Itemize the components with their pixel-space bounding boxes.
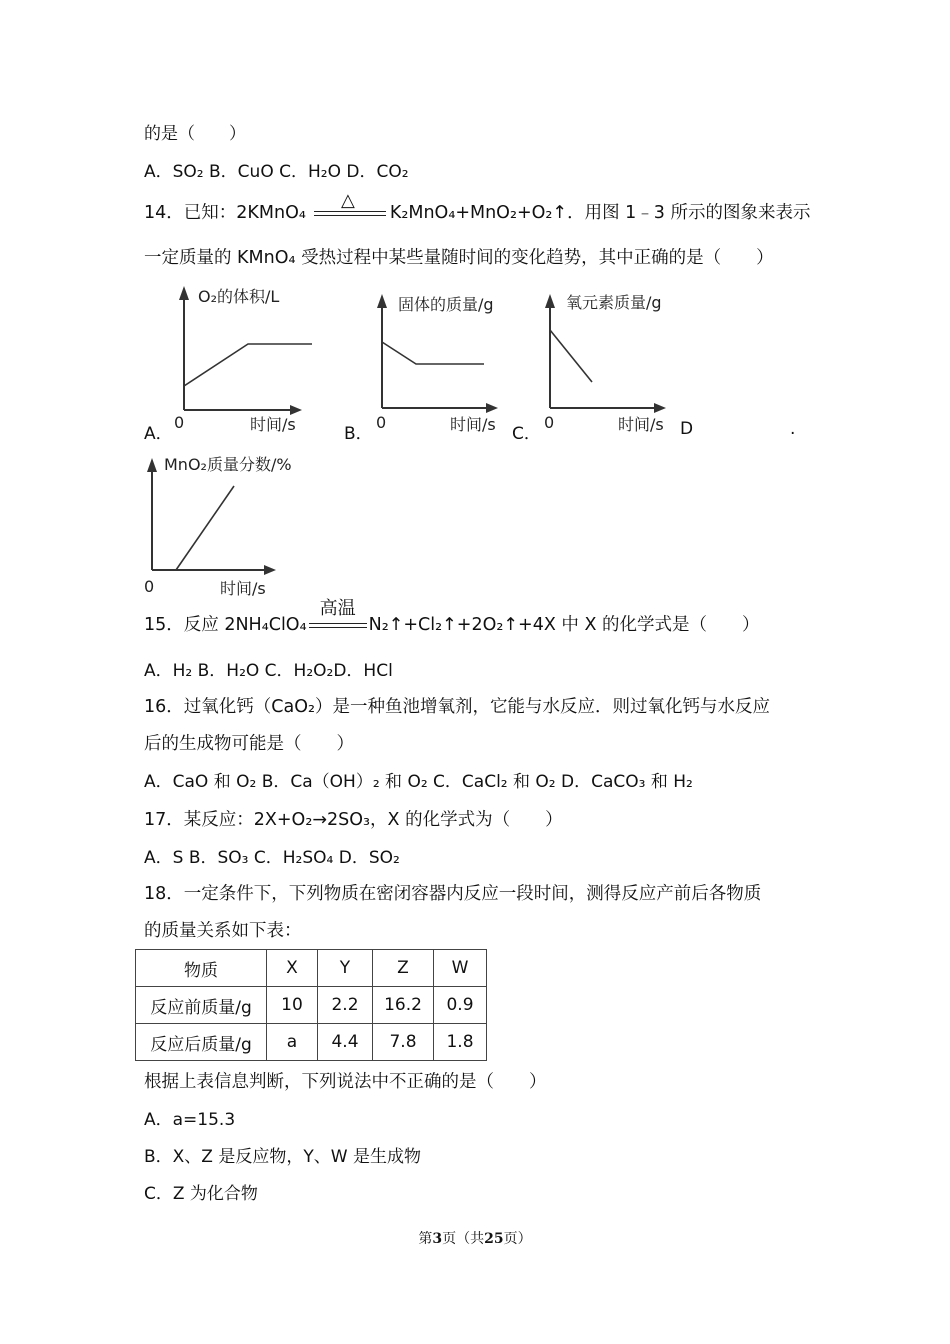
graph-c-xlabel: 时间/s	[618, 415, 664, 434]
graph-b	[344, 282, 524, 442]
footer-post: 页）	[503, 1231, 532, 1247]
table-header-cell: Z	[373, 950, 434, 987]
graph-b-letter: B．	[344, 424, 373, 444]
q18-line2: 的质量关系如下表：	[144, 921, 302, 941]
table-cell: 10	[267, 987, 318, 1024]
table-header-row	[136, 950, 487, 987]
graph-d-xlabel: 时间/s	[220, 579, 266, 598]
q16-options: A．CaO 和 O₂ B．Ca（OH）₂ 和 O₂ C．CaCl₂ 和 O₂ D．CaCO₃ 和 H₂	[144, 772, 693, 792]
q18-question: 根据上表信息判断，下列说法中不正确的是（ ）	[144, 1072, 547, 1092]
q15-suffix: N₂↑+Cl₂↑+2O₂↑+4X 中 X 的化学式是（ ）	[368, 615, 760, 635]
table-row	[136, 1024, 487, 1061]
mass-table	[135, 949, 487, 1061]
q16-line2: 后的生成物可能是（ ）	[144, 734, 354, 754]
table-cell: 反应前质量/g	[136, 987, 267, 1024]
table-cell: 16.2	[373, 987, 434, 1024]
q15-options: A．H₂ B．H₂O C．H₂O₂D．HCl	[144, 661, 393, 681]
q15-condition: 高温	[319, 598, 356, 619]
table-header-cell: 物质	[136, 950, 267, 987]
q15-line1	[144, 598, 760, 637]
table-cell: 4.4	[318, 1024, 373, 1061]
q14-condition: △	[340, 190, 355, 211]
graph-b-xlabel: 时间/s	[450, 415, 496, 434]
graph-c-letter: C．	[512, 424, 541, 444]
table-row	[136, 987, 487, 1024]
q14-prefix: 14．已知：2KMnO₄	[144, 203, 306, 223]
graph-b-svg	[344, 282, 524, 442]
graph-a-letter: A．	[144, 424, 173, 444]
graph-d-ylabel: MnO₂质量分数/%	[164, 455, 292, 474]
graph-c-svg	[512, 282, 692, 442]
graph-a-origin: 0	[174, 413, 185, 432]
q18-line1: 18．一定条件下，下列物质在密闭容器内反应一段时间，测得反应产前后各物质	[144, 884, 762, 904]
q15-prefix: 15．反应 2NH₄ClO₄	[144, 615, 307, 635]
q14-products: K₂MnO₄+MnO₂+O₂↑．用图 1﹣3 所示的图象来表示	[389, 203, 811, 223]
q14-reaction-arrow	[306, 190, 390, 223]
graph-a-svg	[144, 282, 324, 442]
table-header-cell: X	[267, 950, 318, 987]
graph-d-origin: 0	[144, 577, 155, 596]
table-cell: 7.8	[373, 1024, 434, 1061]
q18-option-b: B．X、Z 是反应物，Y、W 是生成物	[144, 1147, 421, 1167]
table-cell: 2.2	[318, 987, 373, 1024]
graph-a-ylabel: O₂的体积/L	[198, 287, 280, 306]
footer-pre: 第	[418, 1231, 433, 1247]
q17-line1: 17．某反应：2X+O₂→2SO₃，X 的化学式为（ ）	[144, 810, 563, 830]
q17-options: A．S B．SO₃ C．H₂SO₄ D．SO₂	[144, 848, 400, 868]
q14-line2: 一定质量的 KMnO₄ 受热过程中某些量随时间的变化趋势，其中正确的是（ ）	[144, 248, 774, 268]
graph-b-curve	[382, 342, 484, 364]
q18-option-c: C．Z 为化合物	[144, 1184, 258, 1204]
graph-b-origin: 0	[376, 413, 387, 432]
graph-c-origin: 0	[544, 413, 555, 432]
graph-d-svg	[136, 448, 316, 598]
graph-a	[144, 282, 324, 442]
q14-line1	[144, 190, 811, 225]
footer-total-pages: 25	[484, 1231, 504, 1247]
table-cell: a	[267, 1024, 318, 1061]
graph-a-curve	[184, 344, 312, 386]
graph-d-curve	[176, 486, 234, 570]
graph-c-curve	[550, 330, 592, 382]
footer-mid: 页（共	[442, 1231, 485, 1247]
q15-reaction-arrow	[307, 598, 369, 635]
question-tail: 的是（ ）	[144, 124, 246, 144]
q18-option-a: A．a=15.3	[144, 1110, 236, 1130]
page-footer	[0, 1228, 950, 1248]
graph-c-ylabel: 氧元素质量/g	[566, 293, 662, 312]
graph-d-trailing: .	[790, 419, 796, 439]
graph-a-xlabel: 时间/s	[250, 415, 296, 434]
q13-options: A．SO₂ B．CuO C．H₂O D．CO₂	[144, 162, 409, 182]
table-cell: 0.9	[434, 987, 487, 1024]
table-header-cell: Y	[318, 950, 373, 987]
graph-d-letter: D	[680, 419, 694, 439]
table-cell: 反应后质量/g	[136, 1024, 267, 1061]
graph-b-ylabel: 固体的质量/g	[398, 295, 494, 314]
q16-line1: 16．过氧化钙（CaO₂）是一种鱼池增氧剂，它能与水反应．则过氧化钙与水反应	[144, 697, 770, 717]
graph-c	[512, 282, 692, 442]
table-cell: 1.8	[434, 1024, 487, 1061]
graph-d	[136, 448, 316, 598]
table-header-cell: W	[434, 950, 487, 987]
footer-page-number: 3	[432, 1231, 443, 1247]
